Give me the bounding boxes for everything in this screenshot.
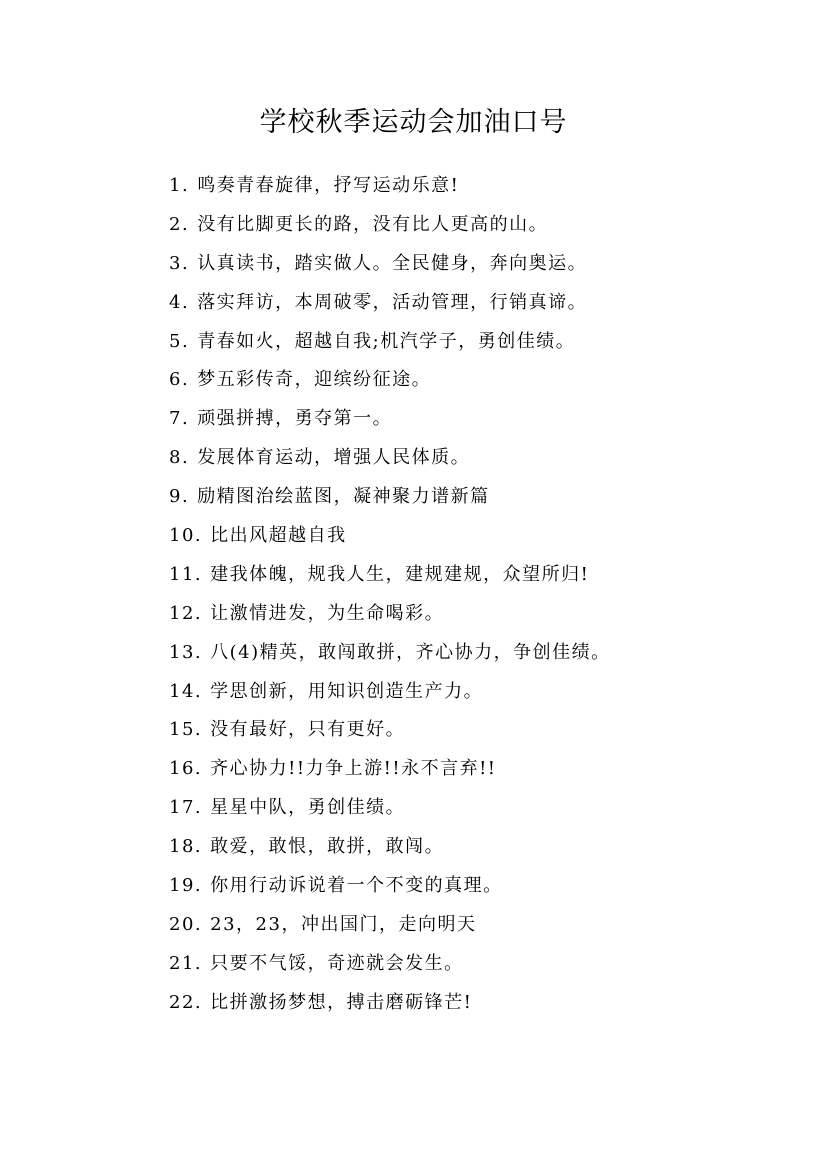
slogan-text: 敢爱，敢恨，敢拼，敢闯。 [210,836,445,858]
slogan-text: 励精图治绘蓝图，凝神聚力谱新篇 [197,486,490,508]
slogan-text: 比拼激扬梦想，搏击磨砺锋芒! [210,991,473,1013]
list-item [169,361,809,400]
list-item [169,439,809,478]
slogan-text: 发展体育运动，增强人民体质。 [197,447,471,469]
document-title: 学校秋季运动会加油口号 [259,107,568,138]
slogan-number: 5. [169,330,190,352]
slogan-text: 八(4)精英，敢闯敢拼，齐心协力，争创佳绩。 [210,641,611,663]
list-item [169,517,809,556]
slogan-number: 13. [169,641,203,663]
slogan-text: 建我体魄，规我人生，建规建规，众望所归! [210,563,590,585]
slogan-text: 落实拜访，本周破零，活动管理，行销真谛。 [197,291,588,313]
slogan-number: 14. [169,680,203,702]
slogan-number: 16. [169,758,203,780]
list-item [169,906,809,945]
slogan-number: 1. [169,175,190,196]
slogan-text: 顽强拼搏，勇夺第一。 [197,408,393,430]
slogan-text: 没有最好，只有更好。 [210,719,406,741]
list-item [169,284,809,323]
list-item [169,634,809,673]
list-item [169,167,809,206]
slogan-text: 比出风超越自我 [210,525,347,547]
slogan-number: 20. [169,913,203,935]
slogan-number: 22. [169,991,203,1013]
slogan-number: 12. [169,602,203,624]
list-item [169,945,809,984]
slogan-number: 7. [169,408,190,430]
list-item [169,245,809,284]
list-item [169,206,809,245]
slogan-number: 9. [169,486,190,508]
slogan-number: 15. [169,719,203,741]
slogan-number: 18. [169,836,203,858]
slogan-number: 17. [169,797,203,819]
slogan-number: 11. [169,563,203,585]
list-item [169,478,809,517]
slogan-number: 3. [169,252,190,274]
slogan-number: 6. [169,369,190,391]
slogan-text: 梦五彩传奇，迎缤纷征途。 [197,369,432,391]
slogan-text: 星星中队，勇创佳绩。 [210,797,406,819]
slogan-number: 21. [169,952,203,974]
list-item [169,828,809,867]
list-item [169,711,809,750]
slogan-text: 23，23，冲出国门，走向明天 [210,913,477,935]
list-item [169,323,809,362]
list-item [169,673,809,712]
list-item [169,595,809,634]
slogan-number: 19. [169,875,203,897]
slogan-text: 没有比脚更长的路，没有比人更高的山。 [197,213,549,235]
slogan-text: 认真读书，踏实做人。全民健身，奔向奥运。 [197,252,588,274]
list-item [169,750,809,789]
slogan-text: 让激情进发，为生命喝彩。 [210,602,445,624]
slogan-list [169,167,809,1023]
list-item [169,556,809,595]
slogan-number: 10. [169,525,203,547]
slogan-text: 学思创新，用知识创造生产力。 [210,680,484,702]
list-item [169,400,809,439]
slogan-text: 齐心协力!!力争上游!!永不言弃!! [210,758,497,780]
slogan-text: 只要不气馁，奇迹就会发生。 [210,952,464,974]
slogan-text: 鸣奏青春旋律，抒写运动乐意! [197,175,460,196]
list-item [169,867,809,906]
list-item [169,984,809,1023]
slogan-number: 4. [169,291,190,313]
slogan-number: 2. [169,213,190,235]
slogan-text: 你用行动诉说着一个不变的真理。 [210,875,503,897]
list-item [169,789,809,828]
slogan-text: 青春如火，超越自我;机汽学子，勇创佳绩。 [197,330,576,352]
slogan-number: 8. [169,447,190,469]
